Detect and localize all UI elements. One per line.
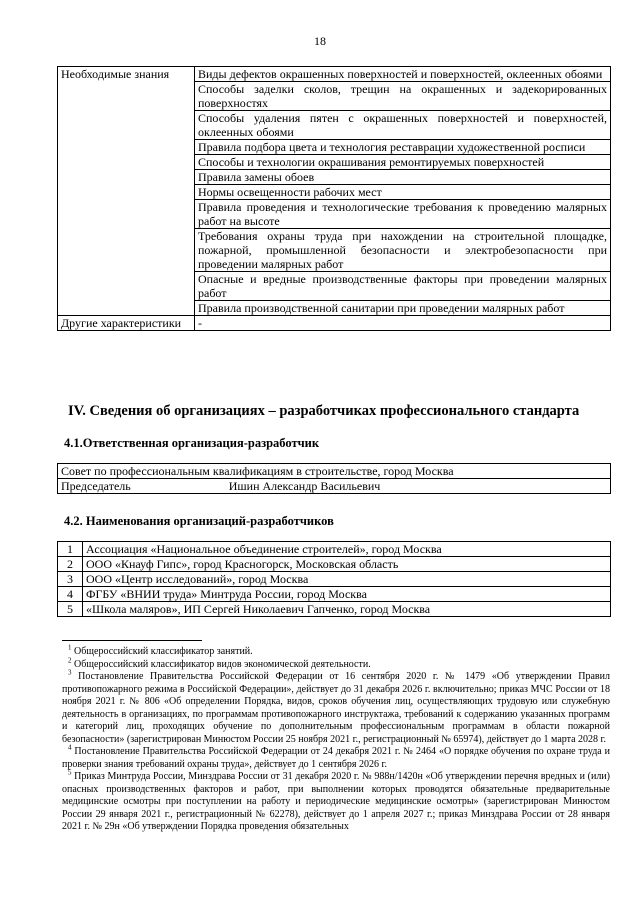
knowledge-item: Правила производственной санитарии при проведении малярных работ bbox=[195, 301, 611, 316]
knowledge-item: Правила замены обоев bbox=[195, 170, 611, 185]
knowledge-item: Опасные и вредные производственные факторы при проведении малярных работ bbox=[195, 272, 611, 301]
table-row bbox=[58, 557, 611, 572]
table-row bbox=[58, 602, 611, 617]
responsible-table bbox=[57, 463, 611, 494]
developers-table bbox=[57, 541, 611, 617]
knowledge-item: Правила подбора цвета и технология реставрации художественной росписи bbox=[195, 140, 611, 155]
knowledge-item: Способы заделки сколов, трещин на окрашенных и задекорированных поверхностях bbox=[195, 82, 611, 111]
footnote bbox=[62, 768, 610, 834]
developers-heading: 4.2. Наименования организаций-разработчиков bbox=[64, 514, 334, 528]
footnote-text: Общероссийский классификатор видов экономической деятельности. bbox=[71, 658, 371, 670]
footnote-mark: 2 bbox=[68, 656, 72, 665]
knowledge-table bbox=[57, 66, 611, 331]
knowledge-item: Виды дефектов окрашенных поверхностей и поверхностей, оклеенных обоями bbox=[195, 67, 611, 82]
developer-number: 5 bbox=[58, 602, 83, 617]
knowledge-item: Правила проведения и технологические требования к проведению малярных работ на высоте bbox=[195, 200, 611, 229]
developer-name: ООО «Центр исследований», город Москва bbox=[83, 572, 611, 587]
footnote-mark: 3 bbox=[68, 668, 72, 677]
table-row bbox=[58, 587, 611, 602]
footnote bbox=[62, 643, 610, 659]
footnote-mark: 5 bbox=[68, 768, 72, 777]
footnote-text: Постановление Правительства Российской Федерации от 24 декабря 2021 г. № 2464 «О порядке обучения по охране труда и проверки знания требований охраны труда», действует до 1 сентября 2026 г. bbox=[62, 746, 610, 770]
knowledge-item: Нормы освещенности рабочих мест bbox=[195, 185, 611, 200]
responsible-heading: 4.1.Ответственная организация-разработчик bbox=[64, 436, 320, 450]
footnote-mark: 1 bbox=[68, 643, 72, 652]
table-row bbox=[58, 542, 611, 557]
other-characteristics-value: - bbox=[195, 316, 611, 331]
knowledge-item: Способы и технологии окрашивания ремонтируемых поверхностей bbox=[195, 155, 611, 170]
footnote bbox=[62, 668, 610, 746]
developer-number: 1 bbox=[58, 542, 83, 557]
developer-name: Ассоциация «Национальное объединение строителей», город Москва bbox=[83, 542, 611, 557]
developer-number: 3 bbox=[58, 572, 83, 587]
knowledge-label: Необходимые знания bbox=[58, 67, 195, 316]
developer-name: ООО «Кнауф Гипс», город Красногорск, Московская область bbox=[83, 557, 611, 572]
table-row bbox=[58, 572, 611, 587]
other-characteristics-label: Другие характеристики bbox=[58, 316, 195, 331]
footnotes bbox=[62, 643, 610, 834]
developer-number: 4 bbox=[58, 587, 83, 602]
footnote-text: Постановление Правительства Российской Федерации от 16 сентября 2020 г. № 1479 «Об утверждении Правил противопожарного режима в Российской Федерации», действует до 31 декабря 2026 г. включительно; приказ МЧС России от 18 ноября 2021 г. № 806 «Об определении Порядка, видов, сроков обучения лиц, осуществляющих трудовую или служебную деятельность в организациях, по программам противопожарного инструктажа, требований к содержанию указанных программ и категорий лиц, проходящих обучение по дополнительным профессиональным программам в области пожарной безопасности» (зарегистрирован Минюстом России 25 ноября 2021 г., регистрационный № 65974), действует до 1 марта 2028 г. bbox=[62, 671, 610, 745]
responsible-organization: Совет по профессиональным квалификациям в строительстве, город Москва bbox=[58, 464, 611, 479]
page-number: 18 bbox=[314, 34, 326, 48]
chair-row bbox=[58, 479, 611, 494]
knowledge-item: Требования охраны труда при нахождении на строительной площадке, пожарной, промышленной безопасности и электробезопасности при проведении малярных работ bbox=[195, 229, 611, 272]
chair-name: Ишин Александр Васильевич bbox=[228, 479, 381, 493]
developer-name: ФГБУ «ВНИИ труда» Минтруда России, город Москва bbox=[83, 587, 611, 602]
footnote bbox=[62, 743, 610, 771]
footnote-text: Приказ Минтруда России, Минздрава России от 31 декабря 2020 г. № 988н/1420н «Об утверждении перечня вредных и (или) опасных производственных факторов и работ, при выполнении которых проводятся обязательные предварительные медицинские осмотры при поступлении на работу и периодические медицинские осмотры» (зарегистрирован Минюстом России 29 января 2021 г., регистрационный № 62278), действует до 1 апреля 2027 г.; приказ Минздрава России от 28 января 2021 г. № 29н «Об утверждении Порядка проведения обязательных bbox=[62, 771, 610, 832]
footnote-text: Общероссийский классификатор занятий. bbox=[71, 646, 253, 657]
section-title: IV. Сведения об организациях – разработчиках профессионального стандарта bbox=[68, 403, 580, 419]
footnote-separator bbox=[62, 640, 202, 641]
developer-name: «Школа маляров», ИП Сергей Николаевич Гапченко, город Москва bbox=[83, 602, 611, 617]
developer-number: 2 bbox=[58, 557, 83, 572]
footnote bbox=[62, 656, 610, 672]
knowledge-item: Способы удаления пятен с окрашенных поверхностей и поверхностей, оклеенных обоями bbox=[195, 111, 611, 140]
chair-label: Председатель bbox=[61, 479, 131, 493]
footnote-mark: 4 bbox=[68, 743, 72, 752]
